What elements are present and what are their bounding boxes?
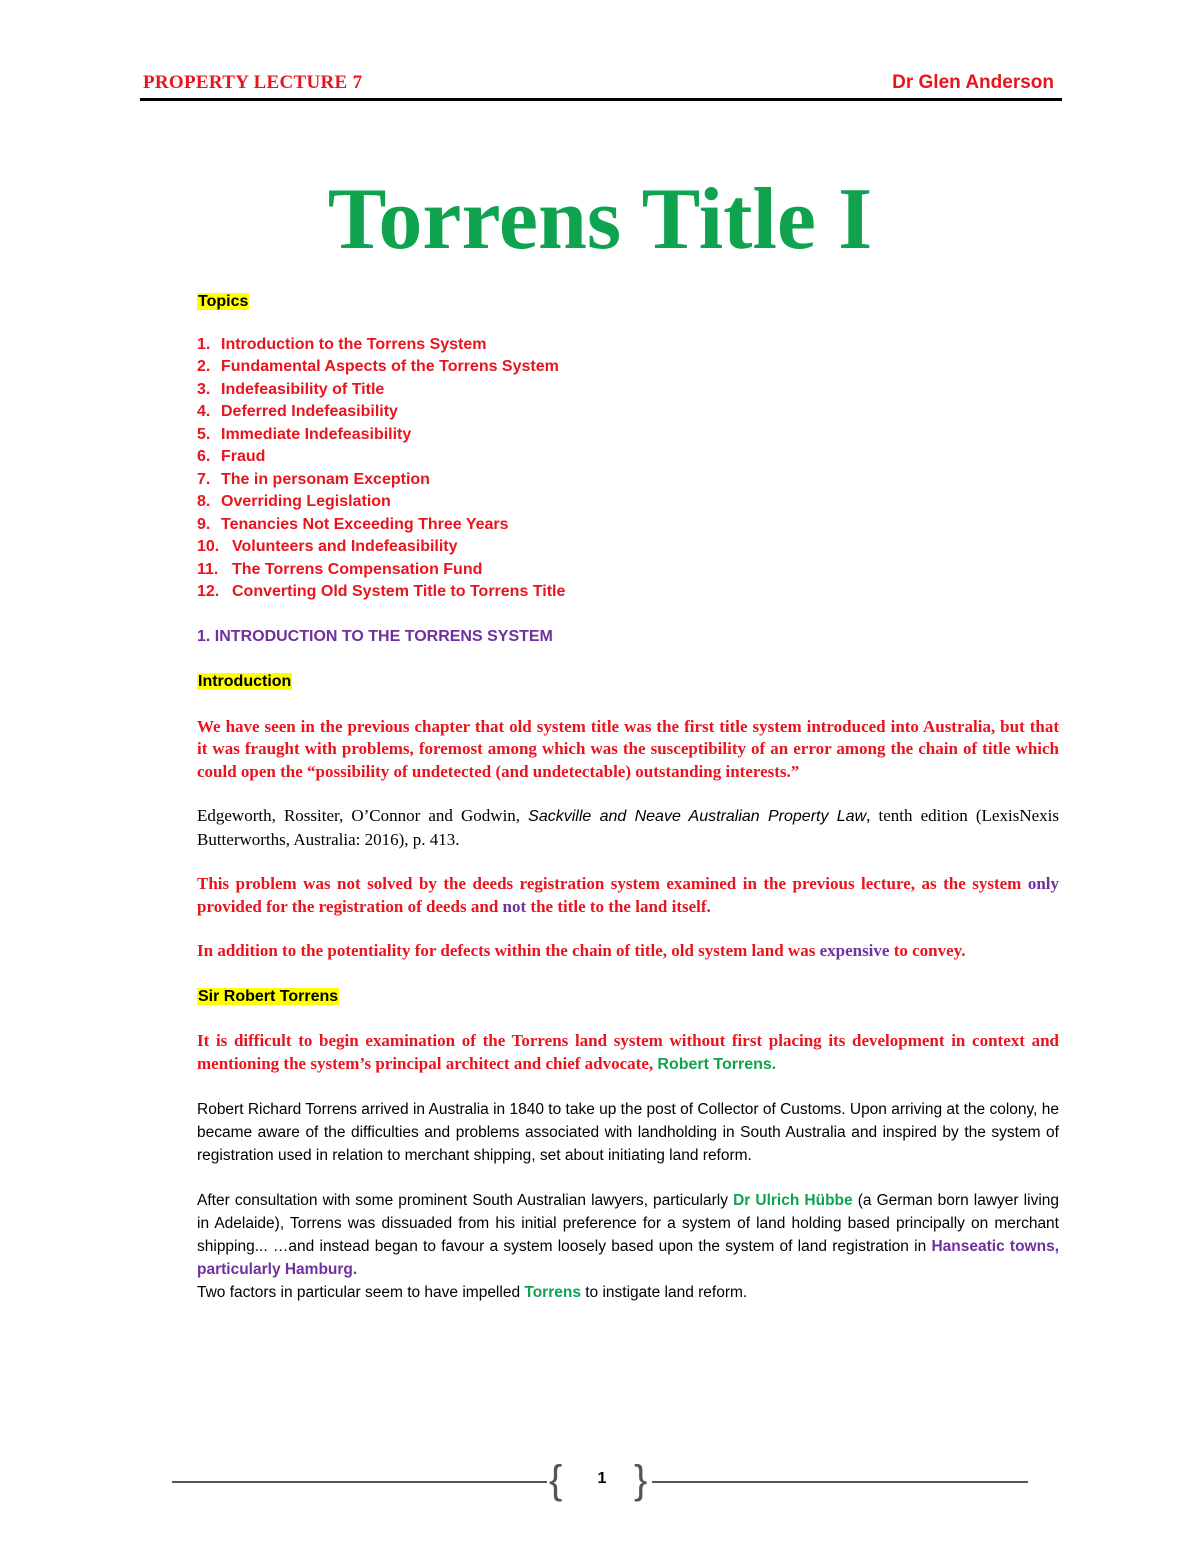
consultation-paragraph: After consultation with some prominent South Australian lawyers, particularly Dr Ulrich Hübbe (a German born lawyer living in Adelaide), Torrens was dissuaded from his initial preference for a system of land holding based principally on merchant shipping... …and instead began to favour a system loosely based upon the system of land registration in Hanseatic towns, particularly Hamburg. Two factors in particular seem to have impelled Torrens to instigate land reform.	[197, 1192, 1060, 1301]
right-brace-icon: }	[634, 1458, 648, 1502]
header-author: Dr Glen Anderson	[892, 72, 1054, 93]
deeds-paragraph: This problem was not solved by the deeds registration system examined in the previous lecture, as the system only provided for the registration of deeds and not the title to the land itself.	[197, 874, 1059, 916]
footer-rule-left	[172, 1481, 547, 1483]
intro-paragraph: We have seen in the previous chapter that old system title was the first title system introduced into Australia, but that it was fraught with problems, foremost among which was the susceptibility of an error among the chain of title which could open the “possibility of undetected (and undetectable) outstanding interests.”	[197, 716, 1059, 781]
topic-item: 12. Converting Old System Title to Torrens Title	[197, 583, 566, 600]
book-title: Sackville and Neave Australian Property Law	[528, 808, 867, 825]
topic-item: 4. Deferred Indefeasibility	[197, 403, 398, 420]
page-number: 1	[597, 1470, 607, 1487]
page-footer	[172, 1460, 1028, 1506]
introduction-label: Introduction	[198, 673, 292, 690]
topic-item: 3. Indefeasibility of Title	[197, 380, 385, 398]
expense-paragraph: In addition to the potentiality for defects within the chain of title, old system land was expensive to convey.	[197, 941, 966, 960]
topic-item: 6. Fraud	[197, 448, 266, 465]
robert-paragraph: It is difficult to begin examination of the Torrens land system without first placing its development in context and mentioning the system’s principal architect and chief advocate, Robert Torrens.	[197, 1031, 1059, 1073]
section-heading: 1. INTRODUCTION TO THE TORRENS SYSTEM	[197, 627, 553, 645]
topic-item: 2. Fundamental Aspects of the Torrens System	[197, 358, 559, 375]
page-header	[140, 70, 1062, 101]
topics-list	[197, 334, 1059, 604]
robert-torrens-label: Sir Robert Torrens	[198, 987, 339, 1005]
topic-item: 1. Introduction to the Torrens System	[197, 335, 487, 353]
topic-item: 9. Tenancies Not Exceeding Three Years	[197, 515, 509, 533]
topic-item: 7. The in personam Exception	[197, 470, 430, 488]
topic-item: 5. Immediate Indefeasibility	[197, 425, 412, 443]
footer-rule-right	[652, 1481, 1028, 1483]
topic-item: 11. The Torrens Compensation Fund	[197, 560, 483, 578]
citation: Edgeworth, Rossiter, O’Connor and Godwin, Sackville and Neave Australian Property Law, tenth edition (LexisNexis Butterworths, Australia: 2016), p. 413.	[197, 806, 1059, 849]
arrived-paragraph: Robert Richard Torrens arrived in Australia in 1840 to take up the post of Collector of Customs. Upon arriving at the colony, he became aware of the difficulties and problems associated with landholding in South Australia and inspired by the system of registration used in relation to merchant shipping, set about initiating land reform.	[197, 1101, 1059, 1164]
header-lecture-title: PROPERTY LECTURE 7	[143, 72, 363, 93]
topic-item: 8. Overriding Legislation	[197, 493, 391, 510]
document-title: Torrens Title I	[327, 171, 873, 268]
topic-item: 10. Volunteers and Indefeasibility	[197, 538, 458, 555]
document-body	[197, 290, 1059, 1304]
topics-label: Topics	[198, 293, 249, 310]
left-brace-icon: {	[549, 1458, 563, 1502]
